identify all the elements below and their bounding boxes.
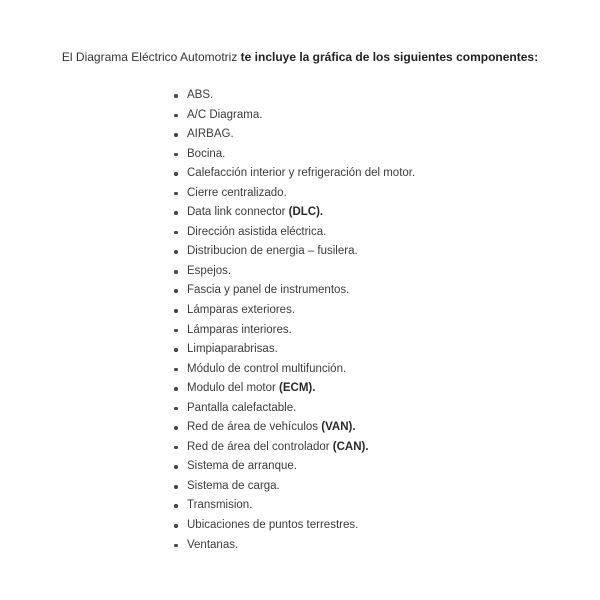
- list-item-text: Cierre centralizado.: [187, 186, 287, 199]
- list-item-text: Ventanas.: [187, 538, 239, 551]
- list-item: [174, 379, 574, 399]
- list-item-bold: (VAN).: [321, 421, 356, 434]
- bullet-icon: [174, 465, 178, 469]
- list-item-text: Sistema de carga.: [187, 479, 280, 492]
- list-item-bold: (DLC).: [288, 206, 324, 219]
- list-item-bold: (CAN).: [332, 440, 369, 453]
- list-item: [174, 281, 574, 301]
- list-item: [174, 184, 574, 204]
- list-item: [174, 438, 574, 458]
- list-item-text: Red de área de vehículos: [187, 421, 322, 434]
- bullet-icon: [174, 192, 178, 196]
- list-item: [174, 242, 574, 262]
- list-item: [174, 145, 574, 165]
- bullet-icon: [174, 172, 178, 176]
- intro-bold: te incluye la gráfica de los siguientes componentes:: [240, 50, 539, 64]
- list-item: [174, 203, 574, 223]
- bullet-icon: [174, 348, 178, 352]
- bullet-icon: [174, 426, 178, 430]
- list-item-text: AIRBAG.: [187, 128, 234, 141]
- list-item: [174, 321, 574, 341]
- bullet-icon: [174, 94, 178, 98]
- list-item-text: Ubicaciones de puntos terrestres.: [187, 519, 359, 532]
- bullet-icon: [174, 231, 178, 235]
- list-item-text: Sistema de arranque.: [187, 460, 297, 473]
- list-item-text: Limpiaparabrisas.: [187, 343, 278, 356]
- bullet-icon: [174, 504, 178, 508]
- list-item: [174, 457, 574, 477]
- list-item-text: Modulo del motor: [187, 382, 280, 395]
- list-item: [174, 106, 574, 126]
- bullet-icon: [174, 446, 178, 450]
- list-item-text: Espejos.: [187, 264, 232, 277]
- bullet-icon: [174, 524, 178, 528]
- list-item-text: Módulo de control multifunción.: [187, 362, 347, 375]
- list-item-text: Lámparas interiores.: [187, 323, 292, 336]
- list-item: [174, 360, 574, 380]
- bullet-icon: [174, 368, 178, 372]
- list-item-text: Lámparas exteriores.: [187, 304, 296, 317]
- bullet-icon: [174, 485, 178, 489]
- list-item: [174, 496, 574, 516]
- components-list: [174, 86, 574, 555]
- list-item-bold: (ECM).: [279, 382, 316, 395]
- list-item-text: Transmision.: [187, 499, 253, 512]
- list-item-text: Data link connector: [187, 206, 289, 219]
- list-item: [174, 516, 574, 536]
- list-item-text: A/C Diagrama.: [187, 108, 263, 121]
- list-item: [174, 301, 574, 321]
- list-item: [174, 125, 574, 145]
- bullet-icon: [174, 309, 178, 313]
- list-item: [174, 86, 574, 106]
- bullet-icon: [174, 329, 178, 333]
- bullet-icon: [174, 407, 178, 411]
- intro-lead: El Diagrama Eléctrico Automotriz: [61, 50, 241, 64]
- list-item: [174, 262, 574, 282]
- list-item: [174, 399, 574, 419]
- list-item-text: Red de área del controlador: [187, 440, 333, 453]
- bullet-icon: [174, 289, 178, 293]
- list-item-text: Calefacción interior y refrigeración del motor.: [187, 167, 416, 180]
- list-item-text: Fascia y panel de instrumentos.: [187, 284, 350, 297]
- bullet-icon: [174, 114, 178, 118]
- list-item-text: Dirección asistida eléctrica.: [187, 225, 327, 238]
- bullet-icon: [174, 387, 178, 391]
- list-item: [174, 536, 574, 556]
- list-item-text: Pantalla calefactable.: [187, 401, 297, 414]
- list-item: [174, 477, 574, 497]
- list-item: [174, 418, 574, 438]
- list-item: [174, 164, 574, 184]
- list-item: [174, 340, 574, 360]
- bullet-icon: [174, 211, 178, 215]
- bullet-icon: [174, 544, 178, 548]
- list-item-text: ABS.: [187, 89, 214, 101]
- list-item: [174, 223, 574, 243]
- list-item-text: Bocina.: [187, 147, 226, 160]
- list-item-text: Distribucion de energia – fusilera.: [187, 245, 358, 258]
- bullet-icon: [174, 153, 178, 157]
- intro-paragraph: [60, 49, 540, 66]
- bullet-icon: [174, 270, 178, 274]
- bullet-icon: [174, 250, 178, 254]
- bullet-icon: [174, 133, 178, 137]
